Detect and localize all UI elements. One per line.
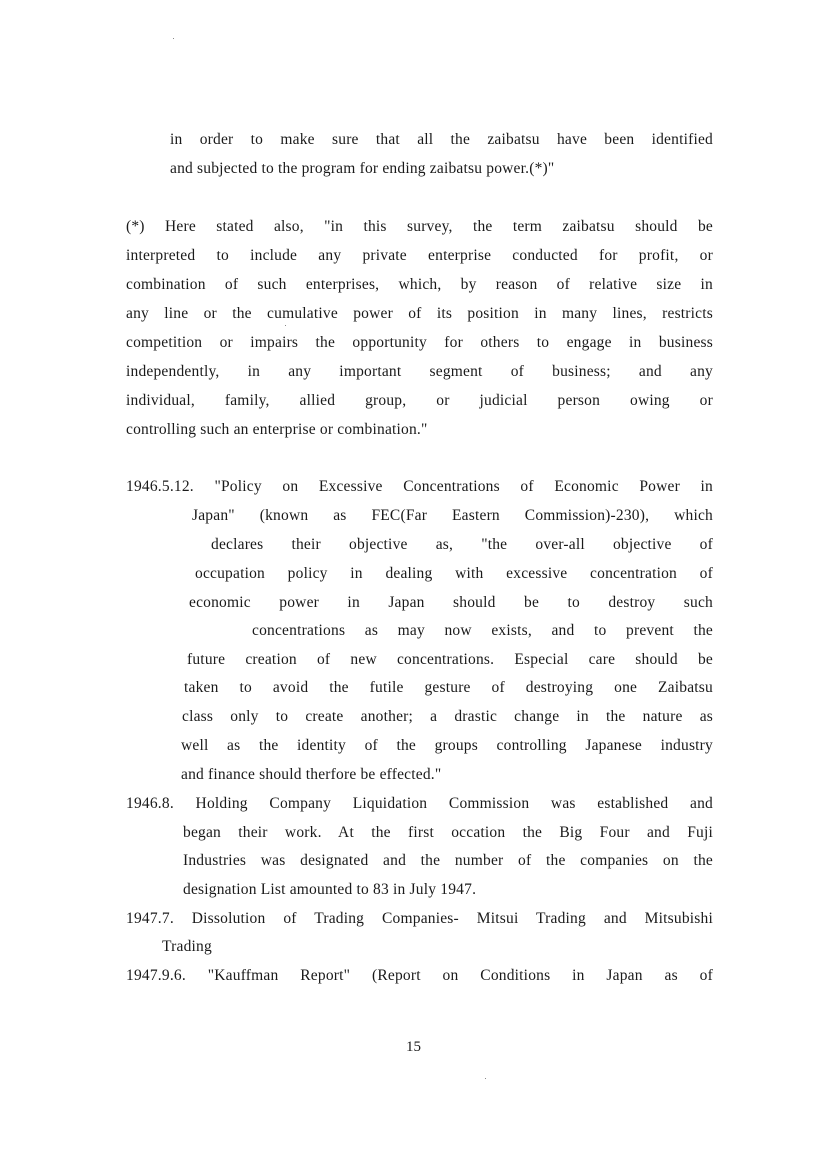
footnote-line-1: (*) Here stated also, "in this survey, the term zaibatsu should be — [126, 218, 713, 235]
entry-1946-5-12-line-2: Japan" (known as FEC(Far Eastern Commission)-230), which — [192, 507, 713, 524]
scan-speck — [285, 325, 286, 326]
footnote-line-3: combination of such enterprises, which, by reason of relative size in — [126, 276, 713, 293]
footnote-line-4: any line or the cumulative power of its position in many lines, restricts — [126, 305, 713, 322]
entry-1946-5-12-line-9: class only to create another; a drastic change in the nature as — [182, 708, 713, 725]
entry-1946-8-line-4: designation List amounted to 83 in July 1947. — [183, 881, 477, 898]
entry-1946-5-12-line-4: occupation policy in dealing with excessive concentration of — [195, 565, 713, 582]
footnote-line-8: controlling such an enterprise or combination." — [126, 421, 428, 438]
footnote-line-7: individual, family, allied group, or judicial person owing or — [126, 392, 713, 409]
footnote-line-5: competition or impairs the opportunity for others to engage in business — [126, 334, 713, 351]
entry-1946-5-12-line-11: and finance should therfore be effected." — [181, 766, 442, 783]
entry-1946-8-line-3: Industries was designated and the number of the companies on the — [183, 852, 713, 869]
quote-line-1: in order to make sure that all the zaibatsu have been identified — [170, 131, 713, 148]
entry-1946-5-12-line-10: well as the identity of the groups controlling Japanese industry — [181, 737, 713, 754]
scan-speck — [485, 1078, 486, 1079]
entry-1946-8-line-1: 1946.8. Holding Company Liquidation Commission was established and — [126, 795, 713, 812]
entry-1947-9-6-line-1: 1947.9.6. "Kauffman Report" (Report on Conditions in Japan as of — [126, 967, 713, 984]
entry-1946-8-line-2: began their work. At the first occation the Big Four and Fuji — [183, 824, 713, 841]
entry-1946-5-12-line-8: taken to avoid the futile gesture of destroying one Zaibatsu — [184, 679, 713, 696]
entry-1947-7-line-1: 1947.7. Dissolution of Trading Companies- Mitsui Trading and Mitsubishi — [126, 910, 713, 927]
footnote-line-6: independently, in any important segment of business; and any — [126, 363, 713, 380]
entry-1947-7-line-2: Trading — [162, 938, 212, 955]
entry-1946-5-12-line-7: future creation of new concentrations. Especial care should be — [187, 651, 713, 668]
entry-1946-5-12-line-6: concentrations as may now exists, and to prevent the — [252, 622, 713, 639]
entry-1946-5-12-line-1: 1946.5.12. "Policy on Excessive Concentrations of Economic Power in — [126, 478, 713, 495]
quote-line-2: and subjected to the program for ending zaibatsu power.(*)" — [170, 160, 555, 177]
entry-1946-5-12-line-3: declares their objective as, "the over-all objective of — [211, 536, 713, 553]
footnote-line-2: interpreted to include any private enterprise conducted for profit, or — [126, 247, 713, 264]
page-number: 15 — [406, 1039, 421, 1055]
entry-1946-5-12-line-5: economic power in Japan should be to destroy such — [189, 594, 713, 611]
scan-speck — [173, 38, 174, 39]
